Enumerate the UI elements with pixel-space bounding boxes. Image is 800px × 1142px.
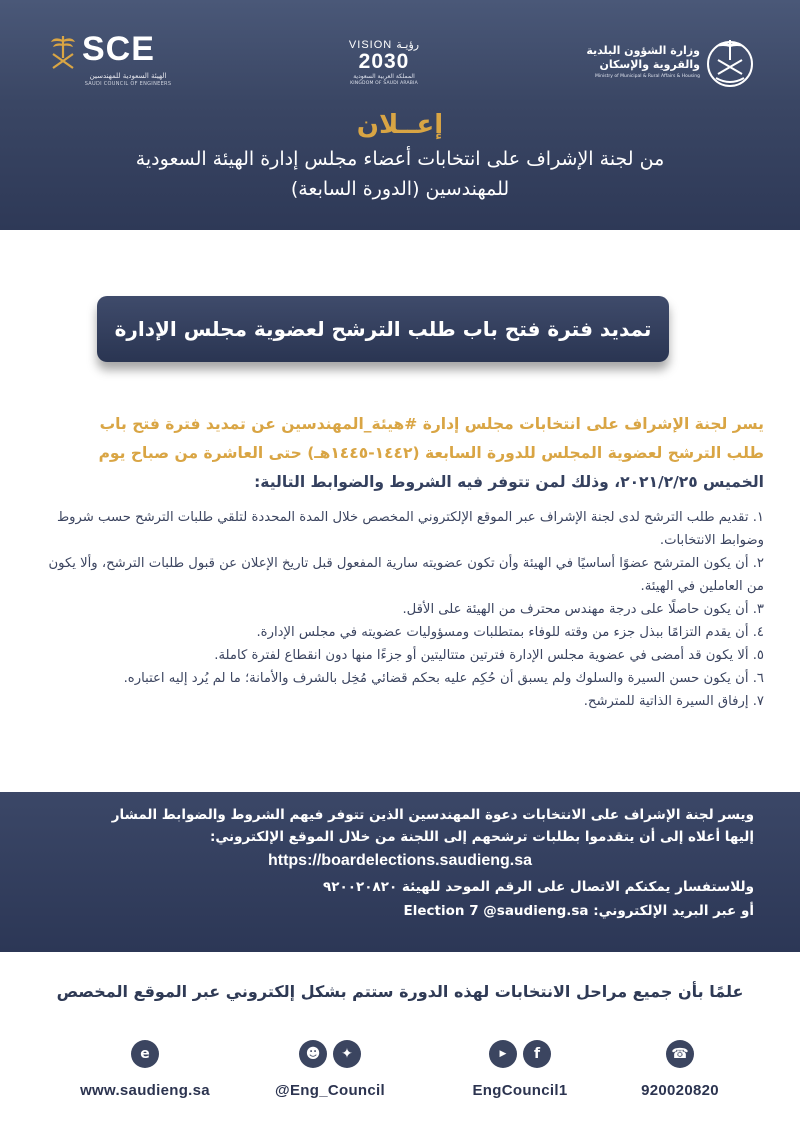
vision-year: 2030 xyxy=(358,50,410,73)
condition-item: ٧. إرفاق السيرة الذاتية للمترشح. xyxy=(583,694,764,709)
vision-label: VISION رؤيـة xyxy=(348,39,420,51)
ministry-english-name: Ministry of Municipal & Rural Affairs & Housing xyxy=(595,74,700,79)
condition-item: ٢. أن يكون المترشح عضوًا أساسيًا في الهيئة وأن تكون عضويته سارية المفعول قبل تاريخ الإعلان عن قبول طلبات الترشح، وألا يكون من العاملين في الهيئة. xyxy=(48,556,764,594)
intro-line: طلب الترشح لعضوية المجلس للدورة السابعة (١٤٤٢-١٤٤٥هـ) حتى العاشرة من صباح يوم xyxy=(98,444,764,462)
palm-swords-icon xyxy=(48,32,78,72)
announcement-title: إعــلان xyxy=(356,110,444,140)
invitation-line: ويسر لجنة الإشراف على الانتخابات دعوة المهندسين الذين تتوفر فيهم الشروط والضوابط المشار xyxy=(111,807,754,823)
ministry-emblem-icon xyxy=(704,34,756,90)
condition-item: ١. تقديم طلب الترشح لدى لجنة الإشراف عبر الموقع الإلكتروني المخصص خلال المدة المحددة لتلقي طلبات الترشح حسب شروط وضوابط الانتخابات. xyxy=(56,510,764,548)
condition-item: ٥. ألا يكون قد أمضى في عضوية مجلس الإدارة فترتين متتاليتين أو جزءًا منها دون انقطاع لفترة كاملة. xyxy=(214,648,764,663)
phone-label[interactable]: 920020820 xyxy=(641,1082,719,1099)
website-contact[interactable] xyxy=(60,1040,230,1110)
invitation-email-line: أو عبر البريد الإلكتروني: Election 7 @saudieng.sa xyxy=(403,903,754,919)
channels-contact[interactable] xyxy=(445,1040,595,1110)
snapchat-icon: ☻ xyxy=(299,1040,327,1068)
elections-website-link[interactable]: https://boardelections.saudieng.sa xyxy=(267,852,533,869)
extension-banner: تمديد فترة فتح باب طلب الترشح لعضوية مجلس الإدارة xyxy=(97,296,669,362)
social-handle-label[interactable]: @Eng_Council xyxy=(275,1082,385,1099)
vision-english-sub: KINGDOM OF SAUDI ARABIA xyxy=(350,81,418,86)
twitter-icon: ✦ xyxy=(333,1040,361,1068)
sce-arabic-name: الهيئة السعودية للمهندسين xyxy=(89,72,167,80)
intro-line: يسر لجنة الإشراف على انتخابات مجلس إدارة #هيئة_المهندسين عن تمديد فترة فتح باب xyxy=(99,415,764,433)
invitation-section xyxy=(0,792,800,952)
vision-2030-logo xyxy=(334,38,434,94)
vision-arabic-sub: المملكة العربية السعودية xyxy=(353,73,415,80)
condition-item: ٦. أن يكون حسن السيرة والسلوك ولم يسبق أن حُكِم عليه بحكم قضائي مُخِل بالشرف والأمانة؛ ما لم يُرد إليه اعتباره. xyxy=(123,671,764,686)
ministry-arabic-line2: والقروية والإسكان xyxy=(599,58,700,71)
phone-contact[interactable] xyxy=(615,1040,745,1110)
phone-icon: ☎ xyxy=(666,1040,694,1068)
website-label[interactable]: www.saudieng.sa xyxy=(80,1082,210,1099)
ministry-arabic-name xyxy=(586,44,700,72)
intro-paragraph xyxy=(40,410,764,497)
sce-logo xyxy=(48,30,178,86)
conditions-list xyxy=(36,506,764,713)
social-contact[interactable] xyxy=(255,1040,405,1110)
invitation-phone-line: وللاستفسار يمكنكم الاتصال على الرقم الموحد للهيئة ٩٢٠٠٢٠٨٢٠ xyxy=(323,879,754,895)
facebook-icon: f xyxy=(523,1040,551,1068)
footer xyxy=(0,1040,800,1120)
channels-handle-label[interactable]: EngCouncil1 xyxy=(472,1082,568,1099)
electronic-note: علمًا بأن جميع مراحل الانتخابات لهذه الدورة ستتم بشكل إلكتروني عبر الموقع المخصص xyxy=(56,982,744,1001)
youtube-icon: ▶ xyxy=(489,1040,517,1068)
announcement-subtitle: من لجنة الإشراف على انتخابات أعضاء مجلس إدارة الهيئة السعودية للمهندسين (الدورة السابعة) xyxy=(135,148,665,200)
condition-item: ٤. أن يقدم التزامًا ببذل جزء من وقته للوفاء بمتطلبات ومسؤوليات عضويته في مجلس الإدارة. xyxy=(256,625,764,640)
sce-wordmark: SCE xyxy=(82,30,155,68)
globe-icon: e xyxy=(131,1040,159,1068)
ministry-logo xyxy=(586,34,758,94)
ministry-arabic-line1: وزارة الشؤون البلدية xyxy=(586,44,700,57)
header xyxy=(0,0,800,230)
condition-item: ٣. أن يكون حاصلًا على درجة مهندس محترف من الهيئة على الأقل. xyxy=(402,602,764,617)
sce-english-name: SAUDI COUNCIL OF ENGINEERS xyxy=(84,81,172,87)
intro-line: الخميس ٢٠٢١/٢/٢٥، وذلك لمن تتوفر فيه الشروط والضوابط التالية: xyxy=(254,473,764,491)
invitation-line: إليها أعلاه إلى أن يتقدموا بطلبات ترشحهم إلى اللجنة من خلال الموقع الإلكتروني: xyxy=(209,829,754,845)
